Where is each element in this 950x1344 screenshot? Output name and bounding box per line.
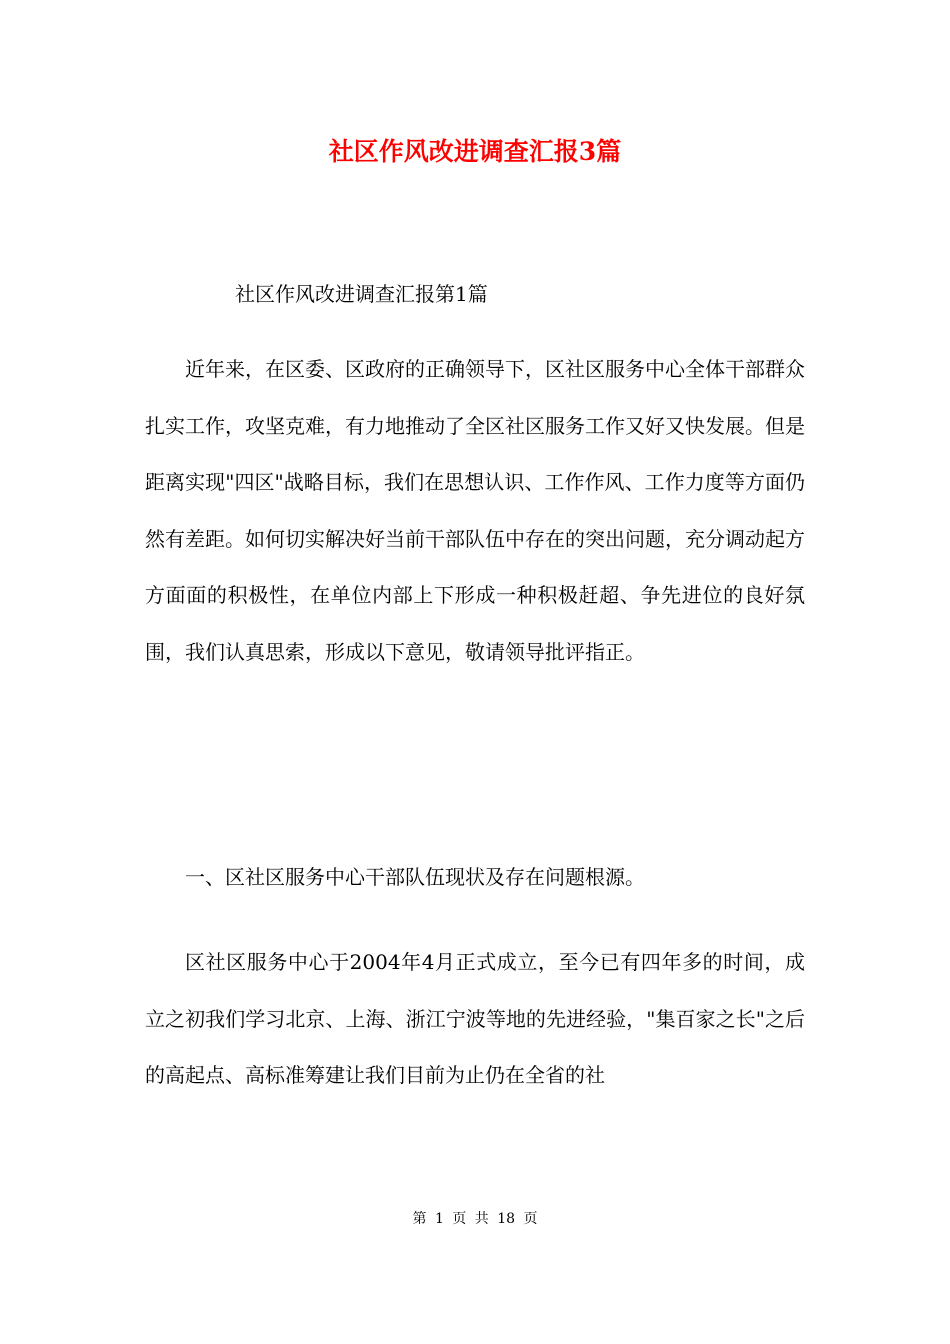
section-heading: 社区作风改进调查汇报第1篇 <box>235 282 488 306</box>
paragraph-history: 区社区服务中心于2004年4月正式成立，至今已有四年多的时间，成立之初我们学习北京、上海、浙江宁波等地的先进经验，"集百家之长"之后的高起点、高标准筹建让我们目前为止仍在全省的社 <box>145 950 805 1087</box>
paragraph-section-one-heading: 一、区社区服务中心干部队伍现状及存在问题根源。 <box>185 865 645 889</box>
paragraph-intro: 近年来，在区委、区政府的正确领导下，区社区服务中心全体干部群众扎实工作，攻坚克难，有力地推动了全区社区服务工作又好又快发展。但是距离实现"四区"战略目标，我们在思想认识、工作作风、工作力度等方面仍然有差距。如何切实解决好当前干部队伍中存在的突出问题，充分调动起方方面面的积极性，在单位内部上下形成一种积极赶超、争先进位的良好氛围，我们认真思索，形成以下意见，敬请领导批评指正。 <box>145 357 805 664</box>
document-title: 社区作风改进调查汇报3篇 <box>328 137 622 166</box>
page-number-footer: 第 1 页 共 18 页 <box>412 1211 538 1227</box>
